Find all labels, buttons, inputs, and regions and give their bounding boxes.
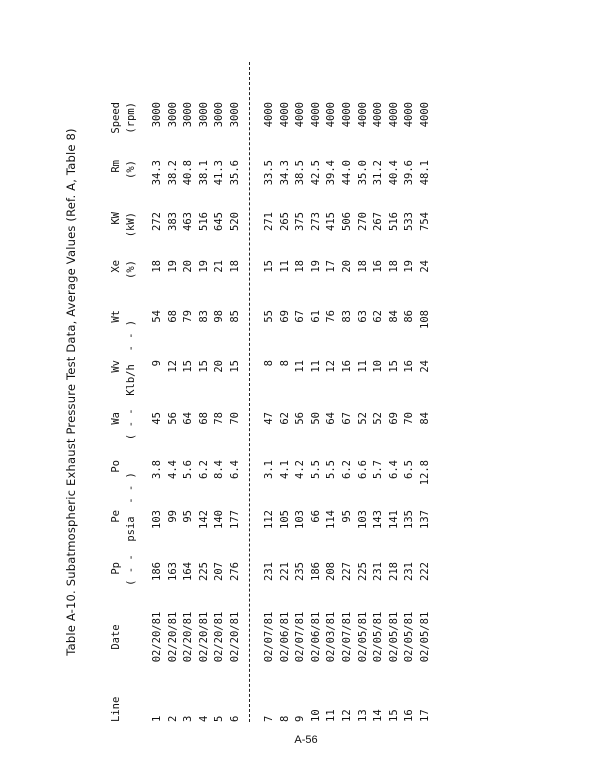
cell-line: 13: [356, 709, 369, 722]
cell-line: 1: [151, 715, 163, 722]
cell-po: 6.4: [229, 460, 241, 479]
cell-kw: 265: [278, 212, 291, 231]
cell-pp: 225: [356, 562, 369, 581]
cell-po: 6.2: [341, 460, 353, 479]
cell-po: 6.5: [403, 460, 416, 479]
cell-speed: 4000: [356, 102, 369, 128]
cell-wv: 16: [403, 360, 416, 373]
cell-wa: 69: [387, 412, 400, 425]
cell-xe: 24: [419, 260, 431, 273]
cell-wv: 15: [387, 360, 400, 373]
header-date: Date: [110, 624, 122, 650]
cell-wt: 86: [403, 310, 416, 323]
cell-date: 02/07/81: [294, 611, 307, 663]
cell-wa: 47: [263, 412, 275, 425]
cell-po: 4.2: [294, 460, 307, 479]
cell-wv: 10: [372, 360, 385, 373]
cell-po: 5.7: [372, 460, 385, 479]
cell-pp: 231: [263, 562, 275, 581]
cell-pe: 66: [309, 510, 322, 523]
units-kw: (kW): [125, 212, 137, 238]
cell-pp: 207: [213, 562, 226, 581]
cell-line: 5: [213, 715, 226, 722]
cell-pe: 114: [325, 510, 338, 529]
cell-wv: 12: [166, 360, 179, 373]
cell-pe: 141: [387, 510, 400, 529]
cell-xe: 19: [166, 260, 179, 273]
cell-rm: 39.6: [403, 160, 416, 186]
cell-pe: 95: [182, 510, 195, 523]
header-line: Line: [110, 696, 122, 722]
cell-rm: 38.2: [166, 160, 179, 186]
cell-wv: 8: [278, 360, 291, 367]
cell-wt: 63: [356, 310, 369, 323]
cell-xe: 19: [309, 260, 322, 273]
cell-line: 17: [419, 709, 431, 722]
cell-pe: 177: [229, 510, 241, 529]
cell-wv: 24: [419, 360, 431, 373]
cell-wv: 11: [309, 360, 322, 373]
header-wa: Wa: [110, 412, 122, 425]
cell-xe: 20: [341, 260, 353, 273]
cell-rm: 33.5: [263, 160, 275, 186]
cell-pp: 221: [278, 562, 291, 581]
cell-wv: 11: [356, 360, 369, 373]
cell-po: 5.5: [325, 460, 338, 479]
cell-line: 15: [387, 709, 400, 722]
cell-speed: 4000: [309, 102, 322, 128]
cell-pe: 135: [403, 510, 416, 529]
cell-line: 6: [229, 715, 241, 722]
cell-pp: 231: [403, 562, 416, 581]
header-pe: Pe: [110, 510, 122, 523]
cell-xe: 11: [278, 260, 291, 273]
cell-wa: 68: [197, 412, 210, 425]
units-speed: (rpm): [125, 102, 137, 134]
cell-wt: 85: [229, 310, 241, 323]
cell-wt: 69: [278, 310, 291, 323]
cell-kw: 463: [182, 212, 195, 231]
header-po: Po: [110, 460, 122, 473]
cell-line: 14: [372, 709, 385, 722]
cell-kw: 520: [229, 212, 241, 231]
cell-speed: 4000: [403, 102, 416, 128]
cell-date: 02/05/81: [356, 611, 369, 663]
cell-pp: 218: [387, 562, 400, 581]
cell-rm: 31.2: [372, 160, 385, 186]
units-rm: (%): [125, 160, 137, 179]
cell-rm: 38.5: [294, 160, 307, 186]
cell-wt: 54: [151, 310, 163, 323]
cell-rm: 40.4: [387, 160, 400, 186]
cell-xe: 18: [294, 260, 307, 273]
cell-wt: 79: [182, 310, 195, 323]
cell-speed: 4000: [294, 102, 307, 128]
cell-pp: 186: [151, 562, 163, 581]
cell-speed: 3000: [166, 102, 179, 128]
cell-rm: 35.6: [229, 160, 241, 186]
cell-speed: 4000: [278, 102, 291, 128]
cell-pp: 231: [372, 562, 385, 581]
cell-wa: 84: [419, 412, 431, 425]
cell-kw: 270: [356, 212, 369, 231]
cell-wa: 50: [309, 412, 322, 425]
cell-xe: 17: [325, 260, 338, 273]
cell-xe: 20: [182, 260, 195, 273]
units-xe: (%): [125, 260, 137, 279]
page-number: A-56: [294, 734, 318, 746]
cell-wa: 70: [403, 412, 416, 425]
cell-wv: 12: [325, 360, 338, 373]
cell-wa: 64: [182, 412, 195, 425]
cell-kw: 645: [213, 212, 226, 231]
cell-pp: 222: [419, 562, 431, 581]
cell-rm: 35.0: [356, 160, 369, 186]
cell-wv: 8: [263, 360, 275, 367]
header-wt: Wt: [110, 310, 122, 323]
cell-po: 4.4: [166, 460, 179, 479]
cell-pp: 208: [325, 562, 338, 581]
cell-date: 02/07/81: [341, 611, 353, 663]
cell-xe: 19: [197, 260, 210, 273]
cell-rm: 44.0: [341, 160, 353, 186]
cell-wv: 15: [197, 360, 210, 373]
cell-pp: 227: [341, 562, 353, 581]
rotated-table-page: [64, 62, 464, 722]
header-wv: Wv: [110, 360, 122, 373]
cell-speed: 3000: [229, 102, 241, 128]
cell-date: 02/07/81: [263, 611, 275, 663]
cell-speed: 4000: [372, 102, 385, 128]
cell-wt: 55: [263, 310, 275, 323]
cell-wt: 76: [325, 310, 338, 323]
cell-wa: 56: [294, 412, 307, 425]
cell-po: 6.6: [356, 460, 369, 479]
cell-wa: 56: [166, 412, 179, 425]
cell-xe: 18: [356, 260, 369, 273]
cell-pp: 186: [309, 562, 322, 581]
cell-speed: 3000: [182, 102, 195, 128]
cell-date: 02/20/81: [213, 611, 226, 663]
cell-wa: 70: [229, 412, 241, 425]
cell-kw: 271: [263, 212, 275, 231]
cell-line: 9: [294, 715, 307, 722]
cell-kw: 415: [325, 212, 338, 231]
cell-wa: 45: [151, 412, 163, 425]
cell-xe: 15: [263, 260, 275, 273]
cell-speed: 4000: [325, 102, 338, 128]
cell-rm: 41.3: [213, 160, 226, 186]
cell-wt: 108: [419, 310, 431, 329]
cell-wa: 52: [356, 412, 369, 425]
cell-pe: 112: [263, 510, 275, 529]
header-speed: Speed: [110, 102, 122, 134]
cell-date: 02/05/81: [387, 611, 400, 663]
table-title: Table A-10. Subatmospheric Exhaust Pressure Test Data, Average Values (Ref. A, Table 8): [64, 128, 78, 656]
cell-line: 16: [403, 709, 416, 722]
cell-speed: 4000: [341, 102, 353, 128]
cell-rm: 48.1: [419, 160, 431, 186]
cell-rm: 39.4: [325, 160, 338, 186]
cell-date: 02/03/81: [325, 611, 338, 663]
cell-pp: 235: [294, 562, 307, 581]
cell-rm: 42.5: [309, 160, 322, 186]
cell-rm: 34.3: [278, 160, 291, 186]
cell-wv: 15: [182, 360, 195, 373]
cell-kw: 506: [341, 212, 353, 231]
cell-date: 02/20/81: [229, 611, 241, 663]
cell-wa: 62: [278, 412, 291, 425]
header-kw: KW: [110, 212, 122, 225]
cell-kw: 267: [372, 212, 385, 231]
cell-speed: 3000: [151, 102, 163, 128]
cell-line: 7: [263, 715, 275, 722]
cell-date: 02/20/81: [151, 611, 163, 663]
cell-pe: 137: [419, 510, 431, 529]
cell-po: 4.1: [278, 460, 291, 479]
cell-pp: 276: [229, 562, 241, 581]
cell-rm: 40.8: [182, 160, 195, 186]
units-klb: ( - - Klb/h - - ): [125, 319, 137, 441]
cell-date: 02/06/81: [278, 611, 291, 663]
cell-kw: 516: [387, 212, 400, 231]
cell-wv: 20: [213, 360, 226, 373]
cell-wv: 11: [294, 360, 307, 373]
cell-wv: 9: [151, 360, 163, 367]
cell-kw: 273: [309, 212, 322, 231]
cell-pe: 143: [372, 510, 385, 529]
cell-pe: 142: [197, 510, 210, 529]
cell-date: 02/05/81: [372, 611, 385, 663]
cell-wt: 83: [341, 310, 353, 323]
cell-xe: 18: [151, 260, 163, 273]
cell-pp: 164: [182, 562, 195, 581]
cell-wa: 64: [325, 412, 338, 425]
cell-xe: 19: [403, 260, 416, 273]
cell-pe: 95: [341, 510, 353, 523]
cell-pe: 105: [278, 510, 291, 529]
cell-po: 3.8: [151, 460, 163, 479]
cell-pe: 99: [166, 510, 179, 523]
cell-wt: 98: [213, 310, 226, 323]
cell-date: 02/06/81: [309, 611, 322, 663]
cell-wt: 68: [166, 310, 179, 323]
cell-pe: 103: [294, 510, 307, 529]
cell-kw: 272: [151, 212, 163, 231]
cell-wt: 84: [387, 310, 400, 323]
cell-date: 02/20/81: [197, 611, 210, 663]
cell-kw: 516: [197, 212, 210, 231]
cell-date: 02/05/81: [403, 611, 416, 663]
cell-line: 11: [325, 709, 338, 722]
cell-wt: 67: [294, 310, 307, 323]
cell-pe: 103: [151, 510, 163, 529]
cell-kw: 754: [419, 212, 431, 231]
cell-po: 12.8: [419, 460, 431, 486]
cell-xe: 16: [372, 260, 385, 273]
header-rm: Rm: [110, 160, 122, 173]
cell-speed: 4000: [387, 102, 400, 128]
cell-wt: 61: [309, 310, 322, 323]
cell-kw: 375: [294, 212, 307, 231]
cell-po: 6.2: [197, 460, 210, 479]
units-psia: ( - - psia - - ): [125, 472, 137, 586]
cell-po: 3.1: [263, 460, 275, 479]
cell-rm: 34.3: [151, 160, 163, 186]
cell-wa: 52: [372, 412, 385, 425]
cell-rm: 38.1: [197, 160, 210, 186]
cell-po: 8.4: [213, 460, 226, 479]
cell-wa: 78: [213, 412, 226, 425]
cell-speed: 3000: [213, 102, 226, 128]
cell-line: 10: [309, 709, 322, 722]
header-xe: Xe: [110, 260, 122, 273]
cell-xe: 18: [387, 260, 400, 273]
cell-wv: 15: [229, 360, 241, 373]
cell-kw: 383: [166, 212, 179, 231]
cell-line: 8: [278, 715, 291, 722]
cell-date: 02/20/81: [182, 611, 195, 663]
cell-pe: 140: [213, 510, 226, 529]
cell-speed: 4000: [419, 102, 431, 128]
group-divider: [249, 62, 250, 722]
cell-wa: 67: [341, 412, 353, 425]
cell-xe: 21: [213, 260, 226, 273]
cell-po: 5.5: [309, 460, 322, 479]
header-pp: Pp: [110, 562, 122, 575]
cell-xe: 18: [229, 260, 241, 273]
cell-line: 12: [341, 709, 353, 722]
cell-wt: 62: [372, 310, 385, 323]
cell-wv: 16: [341, 360, 353, 373]
cell-po: 6.4: [387, 460, 400, 479]
cell-speed: 3000: [197, 102, 210, 128]
cell-wt: 83: [197, 310, 210, 323]
cell-date: 02/05/81: [419, 611, 431, 663]
cell-kw: 533: [403, 212, 416, 231]
cell-date: 02/20/81: [166, 611, 179, 663]
cell-pp: 225: [197, 562, 210, 581]
cell-po: 5.6: [182, 460, 195, 479]
cell-line: 3: [182, 715, 195, 722]
cell-speed: 4000: [263, 102, 275, 128]
cell-line: 2: [166, 715, 179, 722]
cell-pp: 163: [166, 562, 179, 581]
cell-pe: 103: [356, 510, 369, 529]
cell-line: 4: [197, 715, 210, 722]
